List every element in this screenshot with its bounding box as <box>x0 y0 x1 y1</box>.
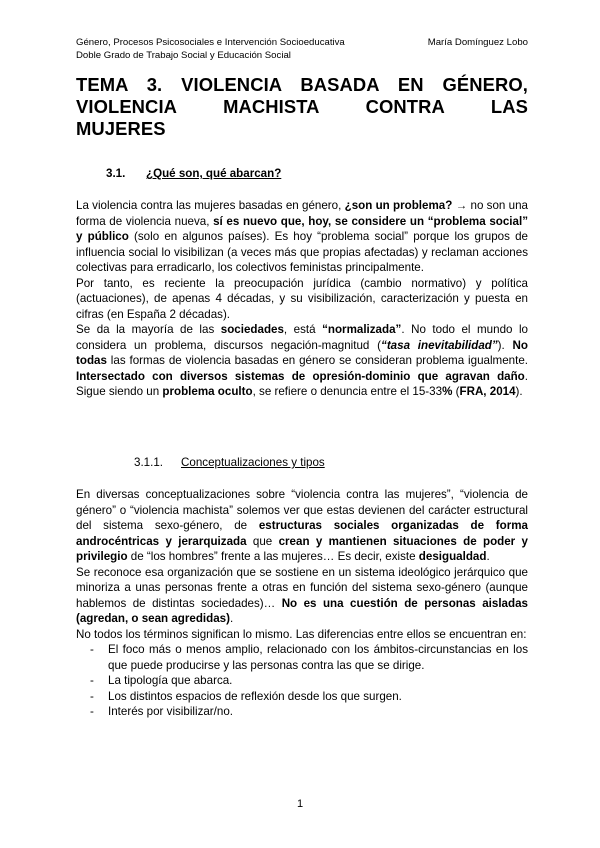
text-run: → no son una forma de violencia nueva, <box>76 199 528 228</box>
page-title <box>76 74 528 140</box>
text-run: En diversas conceptualizaciones sobre “violencia contra las mujeres”, “violencia de género” o “violencia machista” solemos ver que estas devienen del carácter estructural del sistema sexo-género, de <box>76 488 528 532</box>
header-degree: Doble Grado de Trabajo Social y Educación Social <box>76 50 291 61</box>
paragraph-problem <box>76 198 528 276</box>
bold-run: % <box>442 385 453 398</box>
header-author: María Domínguez Lobo <box>427 37 528 48</box>
paragraph-organization <box>76 565 528 627</box>
paragraph-terms: No todos los términos significan lo mismo. Las diferencias entre ellos se encuentran en: <box>76 627 527 641</box>
text-run: Se reconoce esa organización que se sostiene en un sistema ideológico jerárquico que minoriza a unas personas frente a otras en función del sistema sexo-género (aunque hablemos de distintas sociedades)… <box>76 565 528 610</box>
paragraph-normalized <box>76 322 528 400</box>
bold-run: estructuras sociales organizadas de forma androcéntricas y jerarquizada <box>76 519 528 548</box>
bold-run: problema oculto <box>162 385 253 398</box>
section-3-1-1-number: 3.1.1. <box>134 456 164 469</box>
page-number: 1 <box>296 798 304 810</box>
text-run: , se refiere o denuncia entre el 15-33 <box>252 385 443 398</box>
paragraph-conceptualizations <box>76 487 528 565</box>
bold-italic-run: “tasa inevitabilidad” <box>381 338 498 352</box>
section-3-1-body <box>76 198 528 400</box>
paragraph-recent-concern: Por tanto, es reciente la preocupación jurídica (cambio normativo) y política (actuaciones), de apenas 4 décadas, y su visibilización, caracterización y puesta en cifras (en España 2 décadas). <box>76 276 528 321</box>
text-run: . Sigue siendo un <box>76 369 528 398</box>
title-line-3: MUJERES <box>76 118 166 139</box>
bold-run: “normalizada” <box>322 323 402 336</box>
text-run: , está <box>283 323 323 336</box>
list-item: - Los distintos espacios de reflexión desde los que surgen. <box>76 689 528 705</box>
title-line-1: TEMA 3. VIOLENCIA BASADA EN GÉNERO, <box>76 74 528 95</box>
bold-run: No todas <box>76 338 528 367</box>
bold-run: Intersectado con diversos sistemas de opresión-dominio que agravan daño <box>76 369 525 383</box>
text-run: Se da la mayoría de las <box>76 323 221 336</box>
header-course-title: Género, Procesos Psicosociales e Intervención Socioeducativa <box>76 37 345 48</box>
text-run: . No todo el mundo lo considera un problema, discursos negación-magnitud ( <box>76 323 529 352</box>
text-run: . <box>230 612 234 625</box>
list-item: - La tipología que abarca. <box>76 673 528 689</box>
differences-list <box>76 642 528 720</box>
list-item: - Interés por visibilizar/no. <box>76 704 528 720</box>
text-run: La violencia contra las mujeres basadas en género, <box>76 199 345 212</box>
section-3-1-number: 3.1. <box>106 167 126 180</box>
bold-run: desigualdad <box>418 550 487 563</box>
running-header <box>76 37 528 49</box>
text-run: las formas de violencia basadas en género se consideran problema igualmente. <box>106 354 528 367</box>
list-item: - El foco más o menos amplio, relacionado con los ámbitos-circunstancias en los que puede producirse y las personas contra las que se dirige. <box>76 642 528 673</box>
section-3-1-title: ¿Qué son, qué abarcan? <box>146 167 282 180</box>
bold-run: No es una cuestión de personas aisladas (agredan, o sean agredidas) <box>76 596 528 625</box>
bold-run: ¿son un problema? <box>344 199 453 212</box>
section-3-1-1-title: Conceptualizaciones y tipos <box>181 456 325 469</box>
text-run: (solo en algunos países). Es hoy “problema social” porque los grupos de influencia social lo visibilizan (a veces más que propias afectadas) y reclaman acciones colectivas para erradicarlo, los colectivos feministas principalmente. <box>76 230 528 274</box>
bold-run: sociedades <box>220 323 284 336</box>
text-run: ). <box>497 338 513 352</box>
title-line-2: VIOLENCIA MACHISTA CONTRA LAS <box>76 96 528 117</box>
citation: FRA, 2014 <box>459 385 516 398</box>
bold-run: sí es nuevo que, hoy, se considere un “problema social” y público <box>76 214 528 243</box>
text-run: ( <box>452 385 460 398</box>
bold-run: crean y mantienen situaciones de poder y privilegio <box>76 534 528 563</box>
text-run: que <box>246 534 279 548</box>
section-3-1-1-body <box>76 487 528 720</box>
text-run: de “los hombres” frente a las mujeres… Es decir, existe <box>127 550 419 563</box>
text-run: . <box>486 550 490 563</box>
text-run: ). <box>515 385 523 398</box>
